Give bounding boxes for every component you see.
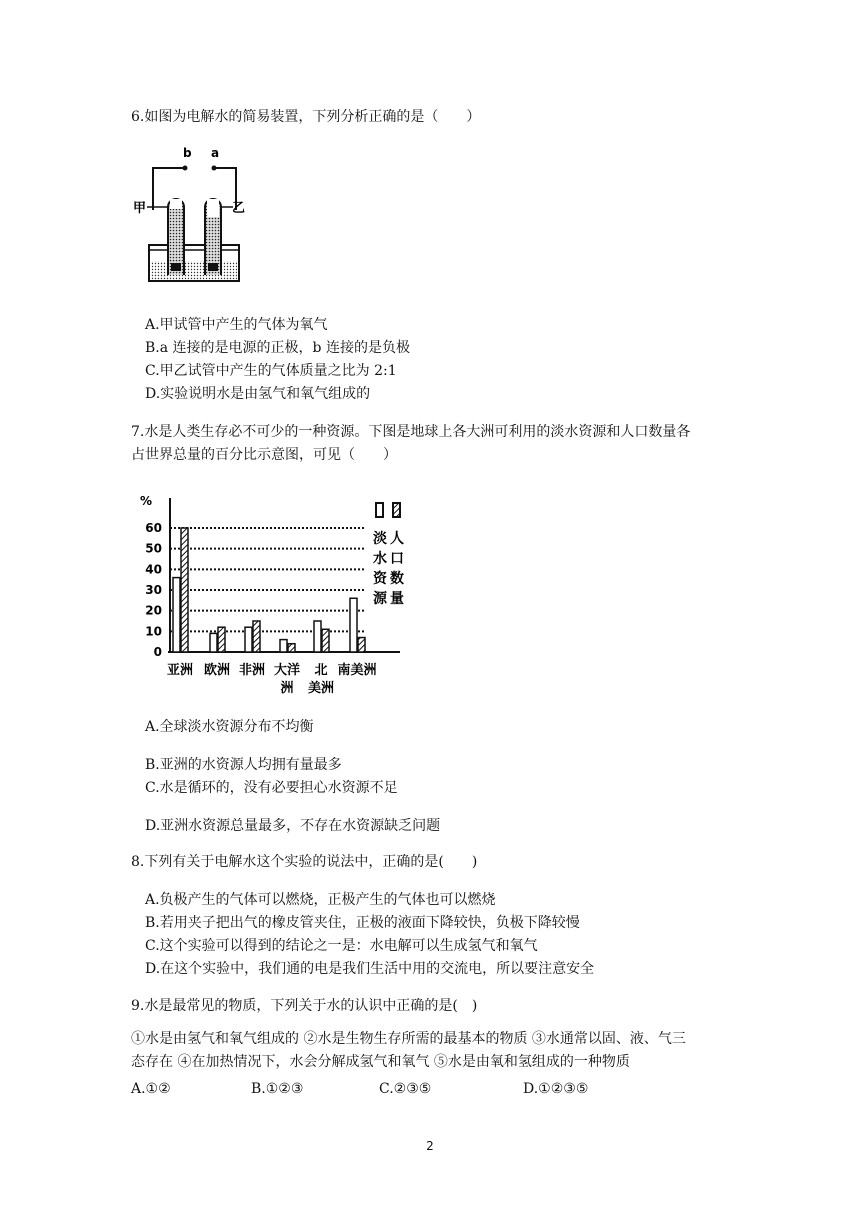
x-tick-label: 美洲: [307, 681, 335, 696]
q6-option-b: B.a 连接的是电源的正极，b 连接的是负极: [145, 340, 410, 356]
electrolysis-apparatus-figure: [133, 145, 245, 285]
y-tick-label: 60: [145, 521, 162, 535]
q7-option-a: A.全球淡水资源分布不均衡: [145, 719, 314, 735]
legend-label-char: 源: [373, 591, 387, 607]
q8-stem: 8.下列有关于电解水这个实验的说法中，正确的是( ): [131, 854, 478, 870]
q8-option-a: A.负极产生的气体可以燃烧，正极产生的气体也可以燃烧: [145, 892, 496, 908]
legend-label-char: 淡: [373, 531, 387, 547]
tube-yi-label: 乙: [232, 201, 245, 216]
q9-options: [131, 1081, 731, 1099]
q9-stem: 9.水是最常见的物质，下列关于水的认识中正确的是( ): [131, 998, 478, 1014]
x-tick-label: 南美洲: [337, 663, 377, 678]
q9-option-a: A.①②: [131, 1081, 171, 1097]
q9-option-b: B.①②③: [251, 1081, 304, 1097]
legend-label-char: 量: [390, 591, 404, 607]
bar-freshwater: [280, 640, 287, 652]
q8-option-c: C.这个实验可以得到的结论之一是：水电解可以生成氢气和氧气: [145, 938, 538, 954]
legend-label-char: 人: [390, 531, 404, 547]
y-axis-label: %: [140, 494, 153, 508]
q6-option-d: D.实验说明水是由氢气和氧气组成的: [145, 386, 371, 402]
x-tick-label: 洲: [280, 681, 294, 696]
q9-option-d: D.①②③⑤: [523, 1081, 589, 1097]
bar-freshwater: [350, 598, 357, 652]
terminal-b-label: b: [183, 146, 192, 160]
x-tick-label: 大洋: [273, 663, 301, 678]
y-tick-label: 0: [153, 645, 162, 659]
q9-statements-line1: ①水是由氢气和氧气组成的 ②水是生物生存所需的最基本的物质 ③水通常以固、液、气三: [131, 1031, 686, 1047]
freshwater-population-bar-chart: [138, 486, 413, 700]
y-tick-label: 50: [145, 541, 162, 556]
q6-stem: 6.如图为电解水的简易装置，下列分析正确的是（ ）: [131, 109, 481, 125]
bar-freshwater: [314, 621, 321, 652]
bar-population: [288, 644, 295, 652]
legend-label-char: 口: [390, 551, 404, 567]
q7-option-b: B.亚洲的水资源人均拥有量最多: [145, 757, 342, 773]
q7-stem-line1: 7.水是人类生存必不可少的一种资源。下图是地球上各大洲可利用的淡水资源和人口数量各: [131, 424, 691, 440]
q9-statements-line2: 态存在 ④在加热情况下，水会分解成氢气和氧气 ⑤水是由氧和氢组成的一种物质: [131, 1054, 630, 1070]
y-tick-label: 10: [145, 624, 162, 639]
q8-option-d: D.在这个实验中，我们通的电是我们生活中用的交流电，所以要注意安全: [145, 961, 595, 977]
legend-label-char: 资: [373, 571, 387, 587]
q6-option-c: C.甲乙试管中产生的气体质量之比为 2:1: [145, 363, 397, 379]
x-tick-label: 非洲: [238, 663, 266, 678]
q9-option-c: C.②③⑤: [379, 1081, 432, 1097]
bar-population: [218, 627, 225, 652]
q6-option-a: A.甲试管中产生的气体为氧气: [145, 317, 328, 333]
q8-option-b: B.若用夹子把出气的橡皮管夹住，正极的液面下降较快，负极下降较慢: [145, 915, 580, 931]
x-tick-label: 亚洲: [166, 663, 194, 678]
x-tick-label: 北: [314, 663, 328, 678]
q7-stem-line2: 占世界总量的百分比示意图，可见（ ）: [131, 447, 397, 463]
bar-population: [322, 629, 329, 652]
page-number: 2: [426, 1139, 434, 1153]
bar-population: [181, 528, 188, 652]
y-tick-label: 20: [145, 603, 162, 618]
q7-option-c: C.水是循环的，没有必要担心水资源不足: [145, 780, 398, 796]
bar-freshwater: [210, 633, 217, 652]
terminal-a-label: a: [211, 146, 220, 160]
legend-swatch-freshwater: [376, 503, 383, 517]
legend-label-char: 水: [373, 551, 387, 567]
y-tick-label: 30: [145, 583, 162, 597]
bar-freshwater: [245, 627, 252, 652]
tube-jia-label: 甲: [133, 201, 147, 216]
bar-population: [358, 638, 365, 652]
y-tick-label: 40: [145, 562, 162, 577]
q7-option-d: D.亚洲水资源总量最多，不存在水资源缺乏问题: [145, 818, 441, 834]
x-tick-label: 欧洲: [203, 663, 231, 678]
bar-population: [253, 621, 260, 652]
legend-swatch-population: [393, 503, 400, 517]
legend-label-char: 数: [390, 571, 404, 587]
bar-freshwater: [173, 578, 180, 652]
